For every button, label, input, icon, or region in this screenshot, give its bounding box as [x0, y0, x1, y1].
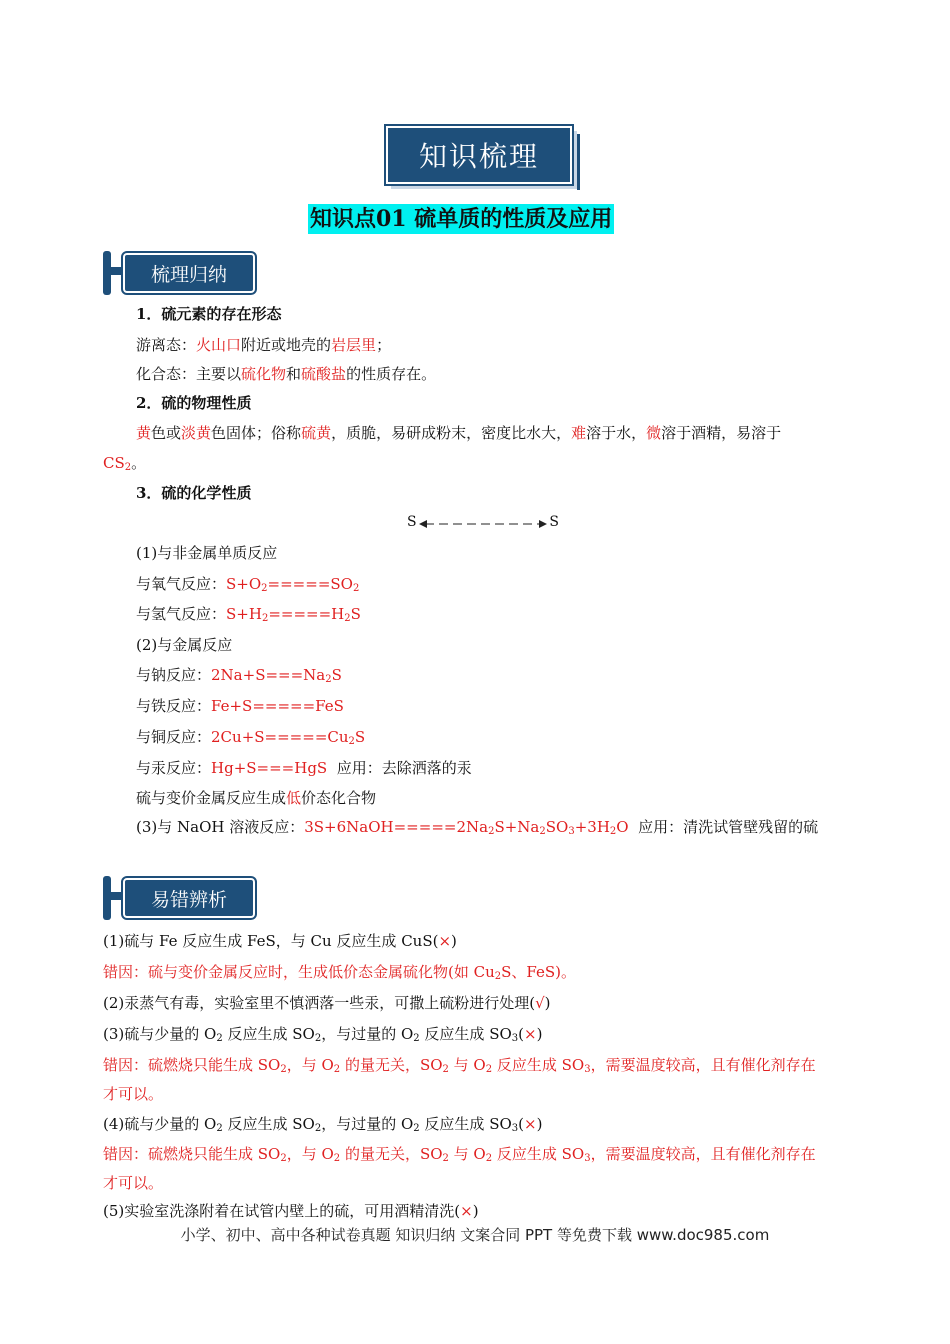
statement-5: (5)实验室洗涤附着在试管内壁上的硫，可用酒精清洗(×) [103, 1202, 479, 1220]
reason-3: 错因：硫燃烧只能生成 $SO_2$，与 $O_2$ 的量无关，$SO_2$ 与 $O_2$ 反应生成 $SO_3$，需要温度较高，且有催化剂存在 [103, 1056, 816, 1075]
statement-1: (1)硫与 Fe 反应生成 FeS，与 Cu 反应生成 CuS(×) [103, 932, 457, 950]
eq-oxygen: 与氧气反应：$S+O_2=====SO_2$ [136, 575, 360, 594]
eq-hydrogen: 与氢气反应：$S+H_2=====H_2S$ [136, 605, 361, 624]
text-physical-properties: 黄色或淡黄色固体；俗称硫黄，质脆，易研成粉末，密度比水大，难溶于水，微溶于酒精，易溶于 [136, 424, 782, 442]
eq-copper: 与铜反应：$2Cu+S=====Cu_2S$ [136, 728, 366, 747]
heading-chemical: 3．硫的化学性质 [136, 484, 252, 502]
eq-naoh: (3)与 NaOH 溶液反应：$3S+6NaOH=====2Na_2S+Na_2SO_3+3H_2O$ 应用：清洗试管壁残留的硫 [136, 818, 819, 837]
heading-existence: 1．硫元素的存在形态 [136, 305, 282, 323]
eq-sodium: 与钠反应：$2Na+S===Na_2S$ [136, 666, 342, 685]
tab-misconceptions-label: 易错辨析 [123, 878, 255, 918]
statement-2: (2)汞蒸气有毒，实验室里不慎洒落一些汞，可撒上硫粉进行处理(√) [103, 994, 551, 1012]
text-variable-valence: 硫与变价金属反应生成低价态化合物 [136, 789, 377, 807]
reason-4-cont: 才可以。 [103, 1174, 164, 1192]
statement-4: (4)硫与少量的 $O_2$ 反应生成 $SO_2$，与过量的 $O_2$ 反应生成 $SO_3(\times)$ [103, 1115, 543, 1134]
text-metal-reaction: (2)与金属反应 [136, 636, 233, 654]
text-physical-properties-cont: $CS_2$。 [103, 454, 147, 473]
eq-iron: 与铁反应：Fe+S=====FeS [136, 697, 344, 715]
statement-3: (3)硫与少量的 $O_2$ 反应生成 $SO_2$，与过量的 $O_2$ 反应生成 $SO_3(\times)$ [103, 1025, 543, 1044]
reason-4: 错因：硫燃烧只能生成 $SO_2$，与 $O_2$ 的量无关，$SO_2$ 与 $O_2$ 反应生成 $SO_3$，需要温度较高，且有催化剂存在 [103, 1145, 816, 1164]
footer-text: 小学、初中、高中各种试卷真题 知识归纳 文案合同 PPT 等免费下载 www.doc985.com [180, 1226, 770, 1244]
reason-3-cont: 才可以。 [103, 1085, 164, 1103]
tab-summary [103, 251, 255, 295]
knowledge-point-title: 知识点01 硫单质的性质及应用 [310, 206, 613, 232]
reason-1: 错因：硫与变价金属反应时，生成低价态金属硫化物(如 $Cu_2S$、FeS)。 [103, 963, 577, 982]
valence-arrow: S S [407, 514, 559, 530]
heading-physical: 2．硫的物理性质 [136, 394, 252, 412]
eq-mercury: 与汞反应：Hg+S===HgS 应用：去除洒落的汞 [136, 759, 472, 777]
text-nonmetal-reaction: (1)与非金属单质反应 [136, 544, 278, 562]
tab-misconceptions [103, 876, 255, 920]
tab-summary-label: 梳理归纳 [123, 253, 255, 293]
text-free-state: 游离态：火山口附近或地壳的岩层里； [136, 336, 392, 354]
section-banner: 知识梳理 [386, 126, 572, 184]
text-combined-state: 化合态：主要以硫化物和硫酸盐的性质存在。 [136, 365, 437, 383]
